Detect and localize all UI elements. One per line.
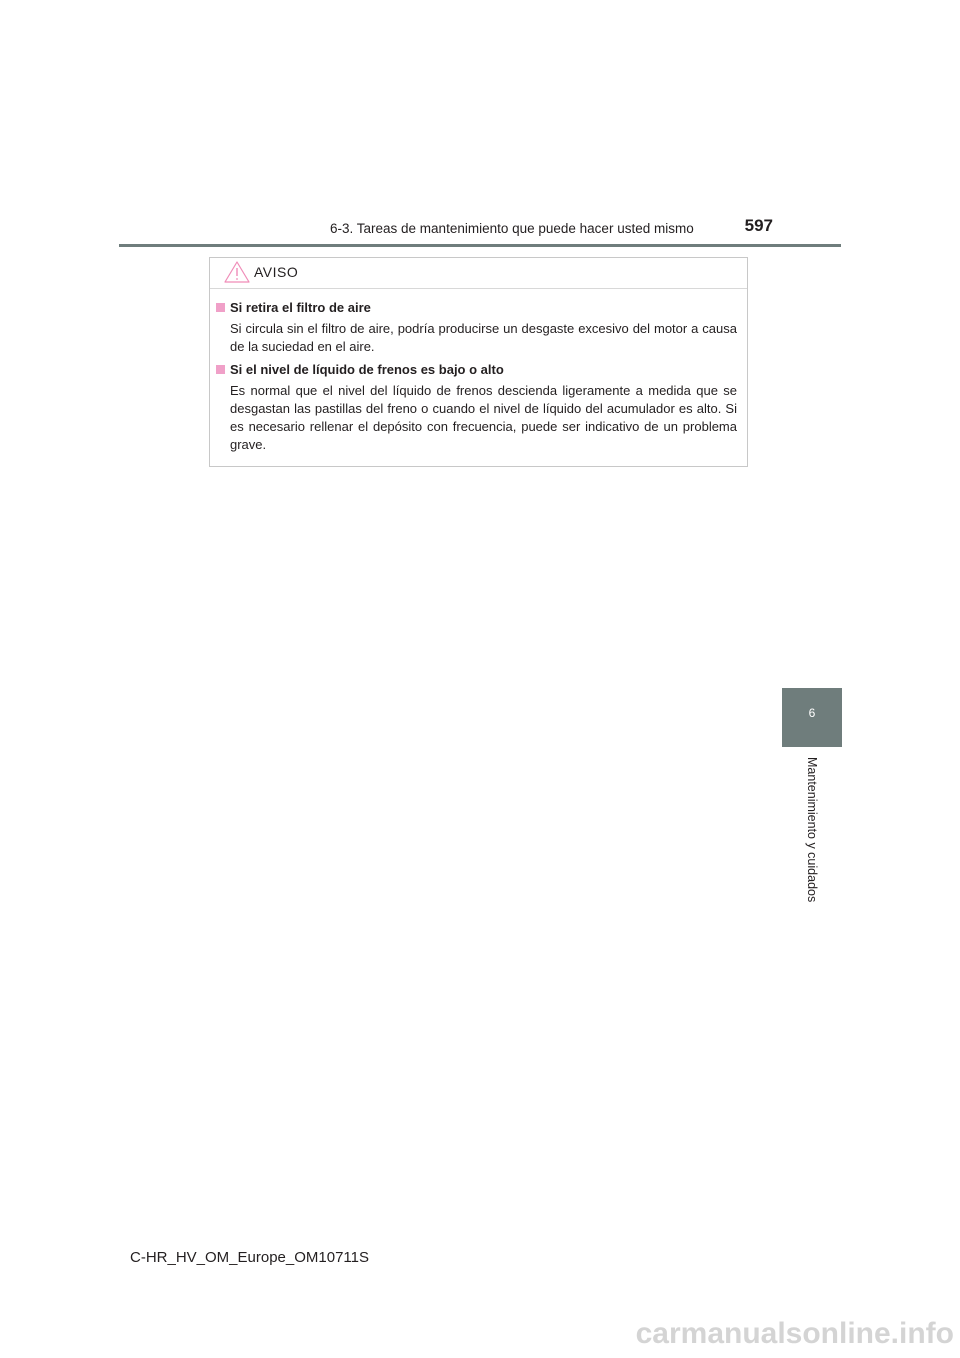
warning-item-body: Si circula sin el filtro de aire, podría producirse un desgaste excesivo del motor a causa de la suciedad en el aire.	[230, 321, 737, 354]
warning-item	[216, 361, 737, 454]
warning-title: AVISO	[254, 264, 299, 280]
page-number: 597	[744, 216, 773, 235]
chapter-label	[803, 757, 823, 907]
chapter-label-text: Mantenimiento y cuidados	[805, 757, 819, 903]
section-heading: 6-3. Tareas de mantenimiento que puede hacer usted mismo	[330, 221, 694, 236]
warning-item-title-text: Si el nivel de líquido de frenos es bajo o alto	[230, 362, 504, 377]
warning-item-title	[216, 361, 737, 379]
chapter-number: 6	[808, 706, 816, 720]
warning-item	[216, 299, 737, 356]
chapter-tab	[782, 688, 842, 747]
warning-item-body: Es normal que el nivel del líquido de frenos descienda ligeramente a medida que se desgastan las pastillas del freno o cuando el nivel de líquido del acumulador es alto. Si es necesario rellenar el depósito con frecuencia, puede ser indicativo de un problema grave.	[230, 383, 737, 452]
warning-item-title	[216, 299, 737, 317]
square-bullet-icon	[216, 303, 225, 312]
header-rule	[119, 244, 841, 247]
warning-header	[210, 258, 747, 289]
warning-item-title-text: Si retira el filtro de aire	[230, 300, 371, 315]
document-code: C-HR_HV_OM_Europe_OM10711S	[130, 1249, 369, 1266]
square-bullet-icon	[216, 365, 225, 374]
watermark: carmanualsonline.info	[635, 1317, 954, 1350]
warning-box	[209, 257, 748, 467]
warning-triangle-icon	[224, 260, 250, 284]
